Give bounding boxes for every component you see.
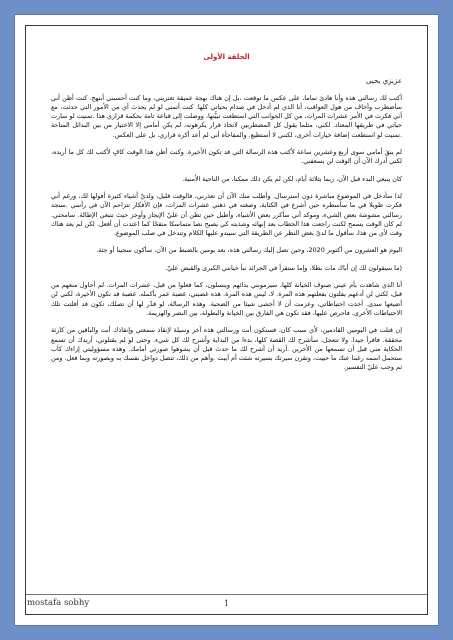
- paragraph: (ما سيقولون لك إن أباك مات بطلا، وإما ستقرأ في الجرائد نبأ خيانتي الكبرى والقبض عليّ.: [165, 263, 402, 272]
- footer-author: mostafa sobhy: [27, 598, 90, 608]
- chapter-title: الحلقة الأولى: [203, 53, 250, 61]
- page-number: 1: [223, 599, 230, 608]
- document-body: [51, 53, 402, 585]
- paragraph: إن قتلت في اليومين القادمين، لأي سبب كان، فستكون أنت ورسالتي هذه آخر وسيلة لإنقاذ سمعتي وإنقاذك أنت والباقين من كارثة محققة. فاقرأ جيدا. ولا تتعجل، سأشرح لك القصة كلها، بدءا من البداية وأشرح لك كل شيء. وحتى لو لم يقتلوني، أريدك أن تسمع الحكاية مني قبل أن تسمعها من الأخرين .أريد أن أشرح لك ما حدث قبل أن يشوهوا صورتي أمامك. وهذه مسؤوليتي إزاءك كأب ستحمل اسمه رغما عنك ما حييت، وتقرن سيرتك بسيرته شئت أم أبيت .وأهم من ذلك، تتصل دواخل نفسك به وبصورته وبما فعل. ومن ثم وجب عليّ التفسير.: [51, 326, 402, 372]
- greeting-line: عزيزي يحيى: [366, 77, 402, 86]
- document-page: [14, 14, 439, 626]
- paragraph: أنا الذي شاهدت بأم عيني صنوف الخيانة كلها، سيرمونني بدائهم وينسلون، كما فعلوا من قبل، عشرات المرات. لم أحاول منعهم من قبل، لكني لن أدعهم يفلتون بفعلتهم هذه المرة. لا، ليس هذه المرة. هذه غضبتي، غضبة عمر بأكمله. غضبة قد تكون الأخيرة، لكني لن أضيعها سدى. أخذت احتياطاتي، وعزمت أن لا أخشى شيئا من الضحية. وهذه الرسالة، لو قدّر لها أن تصلك، تكون قد أفلتت تلك الاحتياطات الأخرى. فاحرص عليها، فقد تكون هي الفارق بين الخيانة والبطولة، بين النصر والهزيمة.: [51, 281, 402, 317]
- footer-divider: [26, 594, 427, 595]
- paragraph: اليوم هو العشرون من أكتوبر 2020، وحين تصل إليك رسالتي هذه، بعد يومين بالضبط من الآن، سأكون سجينا أو جثة.: [96, 246, 402, 255]
- paragraph: لم يبقَ أمامي سوى أربع وعشرين ساعة لأكتب هذه الرسالة التي قد تكون الأخيرة. وكنت أظن هذا الوقت كافٍ لأكتب لك كل ما أريده، لكني أدرك الآن أن الوقت لن يسعفني.: [51, 148, 402, 166]
- paragraph: كان ينبغي البدء قبل الآن، ربما بثلاثة أيام، لكن لم يكن ذلك ممكنا، من الناحية الأمنية.: [182, 174, 402, 183]
- paragraph: لذا سأدخل في الموضوع مباشرة دون استرسال. وأطلب منك الآن أن تعذرني، فالوقت قليل، ولديّ أشياء كثيرة أقولها لك، ورغم أني فكرت طويلا في ما سأسطره حين أشرع في الكتابة، وصغته في ذهني عشرات المرات، فإن الأفكار تتزاحم الآن في رأسي .سنجد رسالتي مشوشة بعض الشيء، وموكد أني سأكرر بعض الأشياء، وأطيل حين تظن أن عليّ الإيجاز وأوجز حيث تتبغي الإطالة. سامحني. لم كان الوقت يسمح لكنت راجعت هذا الخطاب بعد إنهائه وشذبته كي يصبح نصا متماسكا منقحًا كما اعتدت أن أفعل. لكن لم يعد هناك وقت لأي من هذا، سأقول ما لديّ بغض النظر عن الطريقة التي سيبدو عليها الكلام وتتدخل في صلب الموضوع.: [51, 191, 402, 238]
- paragraph: أكتب لك رسالتي هذه وأنا هادئ تماما، على عكس ما توقعت ،بل إن هناك بهجة عميقة تعتريني، وما كنت أحسبني أبتهج. كنت أظن أني سأضطرب وأخاف من هول العواقب، أنا الذي لم أدخل في صدام بحياتي كلها. كنت أتمنى لو لم يحدث أي من الأمور التي حدثت، مع أني فكرت في الأمر عشرات المرات، من كل الجوانب التي استطعت تبيُّنها، ووصلت إلى قناعة تامة بحكمة قراري هذا .تمنيت لو سارت حياتي في طريقها المعتاد. لكني، مثلما يقول كل المضطربين لاتخاذ قرار يكرهونه، لم يكن أمامي إلا الاختيار من بين البدائل المتاحة .تمنيت لو استطعت إضافة خيارات أخرى، لكنني لا أستطيع. والمفاجأة أني لم أعد أكره قراري، بل على العكس.: [51, 93, 402, 139]
